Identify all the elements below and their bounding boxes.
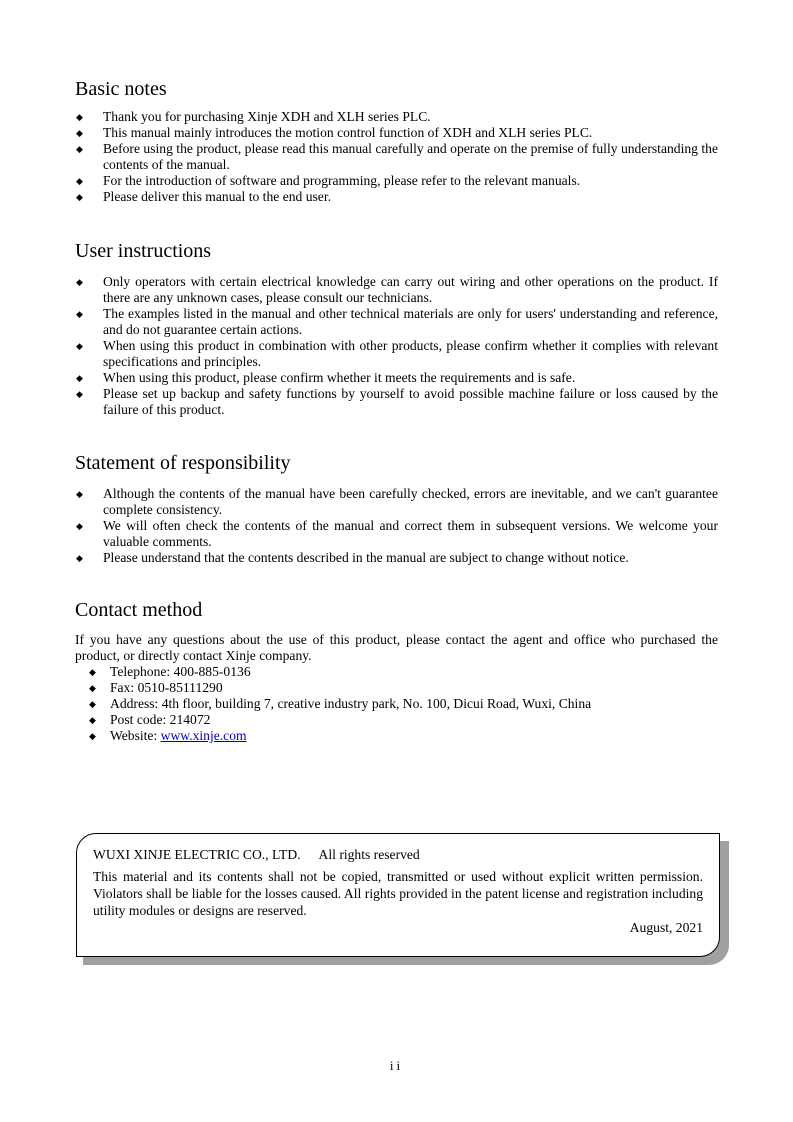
page-number: ii <box>389 1058 404 1073</box>
contact-telephone: ◆ Telephone: 400-885-0136 <box>89 664 251 679</box>
rights-reserved: All rights reserved <box>318 847 420 862</box>
bullet-icon: ◆ <box>76 389 83 399</box>
list-item: ◆ When using this product in combination with other products, please confirm whether it complies with relevant specifications and principles. <box>76 338 718 369</box>
list-item: ◆ This manual mainly introduces the motion control function of XDH and XLH series PLC. <box>76 125 593 140</box>
list-item: ◆ Please deliver this manual to the end user. <box>76 189 332 204</box>
list-item: ◆ We will often check the contents of the manual and correct them in subsequent versions. We welcome your valuable comments. <box>76 518 718 549</box>
copyright-company-line <box>93 846 703 863</box>
contact-intro: If you have any questions about the use of this product, please contact the agent and office who purchased the product, or directly contact Xinje company. <box>75 632 718 663</box>
contact-postcode: ◆ Post code: 214072 <box>89 712 211 727</box>
bullet-icon: ◆ <box>76 553 83 563</box>
basic-notes-list <box>75 109 718 205</box>
bullet-icon: ◆ <box>89 683 96 693</box>
contact-website: ◆ Website: www.xinje.com <box>89 728 247 743</box>
contact-fax: ◆ Fax: 0510-85111290 <box>89 680 223 695</box>
responsibility-heading: Statement of responsibility <box>75 452 291 474</box>
list-item: ◆ Please understand that the contents described in the manual are subject to change without notice. <box>76 550 629 565</box>
basic-notes-heading: Basic notes <box>75 78 167 100</box>
company-name: WUXI XINJE ELECTRIC CO., LTD. <box>93 847 301 862</box>
copyright-body: This material and its contents shall not be copied, transmitted or used without explicit written permission. Violators shall be liable for the losses caused. All rights provided in the patent license and registration including utility modules or designs are reserved. <box>93 869 703 918</box>
section-responsibility <box>75 451 718 566</box>
bullet-icon: ◆ <box>76 373 83 383</box>
bullet-icon: ◆ <box>76 277 83 287</box>
list-item: ◆ Before using the product, please read this manual carefully and operate on the premise of fully understanding the contents of the manual. <box>76 141 718 172</box>
copyright-date: August, 2021 <box>629 920 703 935</box>
bullet-icon: ◆ <box>76 176 83 186</box>
responsibility-list <box>75 486 718 566</box>
user-instructions-list <box>75 274 718 418</box>
copyright-box <box>76 833 720 957</box>
bullet-icon: ◆ <box>76 489 83 499</box>
section-contact <box>75 598 718 744</box>
list-item: ◆ When using this product, please confirm whether it meets the requirements and is safe. <box>76 370 576 385</box>
list-item: ◆ Only operators with certain electrical knowledge can carry out wiring and other operations on the product. If there are any unknown cases, please consult our technicians. <box>76 274 718 305</box>
contact-address: ◆ Address: 4th floor, building 7, creative industry park, No. 100, Dicui Road, Wuxi, China <box>89 696 592 711</box>
section-user-instructions <box>75 239 718 418</box>
contact-list <box>75 664 718 744</box>
contact-heading: Contact method <box>75 599 203 621</box>
bullet-icon: ◆ <box>76 309 83 319</box>
bullet-icon: ◆ <box>89 667 96 677</box>
list-item: ◆ Although the contents of the manual have been carefully checked, errors are inevitable, and we can't guarantee complete consistency. <box>76 486 718 517</box>
bullet-icon: ◆ <box>76 192 83 202</box>
bullet-icon: ◆ <box>76 341 83 351</box>
list-item: ◆ Please set up backup and safety functions by yourself to avoid possible machine failure or loss caused by the failure of this product. <box>76 386 718 417</box>
user-instructions-heading: User instructions <box>75 240 212 262</box>
website-link[interactable]: www.xinje.com <box>160 728 247 743</box>
bullet-icon: ◆ <box>89 699 96 709</box>
bullet-icon: ◆ <box>76 112 83 122</box>
list-item: ◆ For the introduction of software and programming, please refer to the relevant manuals. <box>76 173 581 188</box>
bullet-icon: ◆ <box>76 144 83 154</box>
list-item: ◆ The examples listed in the manual and other technical materials are only for users' understanding and reference, and do not guarantee certain actions. <box>76 306 718 337</box>
bullet-icon: ◆ <box>76 128 83 138</box>
bullet-icon: ◆ <box>89 715 96 725</box>
bullet-icon: ◆ <box>76 521 83 531</box>
section-basic-notes <box>75 77 718 205</box>
list-item: ◆ Thank you for purchasing Xinje XDH and XLH series PLC. <box>76 109 431 124</box>
bullet-icon: ◆ <box>89 731 96 741</box>
